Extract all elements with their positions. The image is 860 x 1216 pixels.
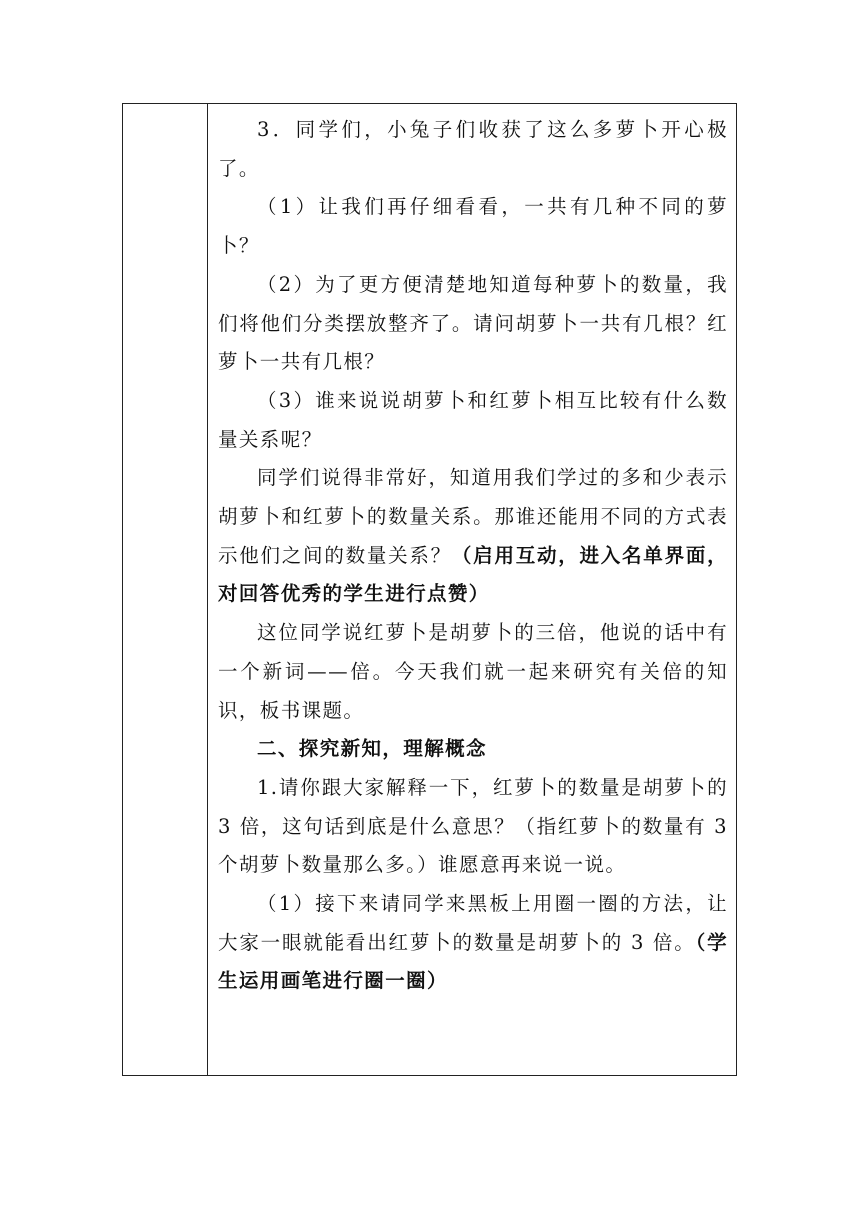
paragraph-question-2 [218, 266, 728, 382]
paragraph-intro [218, 111, 728, 188]
paragraph-circle-method [218, 885, 728, 1001]
interaction-note: （启用互动，进入名单界面，对回答优秀的学生进行点赞） [218, 543, 728, 606]
paragraph-text: 这位同学说红萝卜是胡萝卜的三倍，他说的话中有一个新词——倍。今天我们就一起来研究有关倍的知识，板书课题。 [218, 621, 728, 722]
paragraph-text: （2）为了更方便清楚地知道每种萝卜的数量，我们将他们分类摆放整齐了。请问胡萝卜一共有几根？红萝卜一共有几根？ [218, 272, 728, 374]
paragraph-text: 同学们说得非常好，知道用我们学过的多和少表示胡萝卜和红萝卜的数量关系。那谁还能用不同的方式表示他们之间的数量关系？ [218, 466, 728, 567]
paragraph-text: （3）谁来说说胡萝卜和红萝卜相互比较有什么数量关系呢？ [218, 388, 728, 451]
paragraph-question-3 [218, 382, 728, 459]
paragraph-text: （1）让我们再仔细看看，一共有几种不同的萝卜？ [218, 195, 728, 258]
table-left-cell [123, 104, 208, 1075]
paragraph-question-1 [218, 188, 728, 265]
paragraph-text: （1）接下来请同学来黑板上用圈一圈的方法，让大家一眼就能看出红萝卜的数量是胡萝卜的 3 倍。 [218, 892, 728, 954]
section-heading [218, 730, 728, 769]
paragraph-praise [218, 459, 728, 614]
paragraph-new-word [218, 614, 728, 730]
interaction-note: （学生运用画笔进行圈一圈） [218, 930, 728, 993]
lesson-table [122, 103, 737, 1076]
table-content-cell [208, 104, 736, 1075]
paragraph-text: 3．同学们，小兔子们收获了这么多萝卜开心极了。 [218, 118, 728, 180]
paragraph-text: 1.请你跟大家解释一下，红萝卜的数量是胡萝卜的 3 倍，这句话到底是什么意思？（指红萝卜的数量有 3 个胡萝卜数量那么多。）谁愿意再来说一说。 [218, 775, 728, 877]
paragraph-explain [218, 769, 728, 885]
section-heading-text: 二、探究新知，理解概念 [257, 737, 487, 761]
